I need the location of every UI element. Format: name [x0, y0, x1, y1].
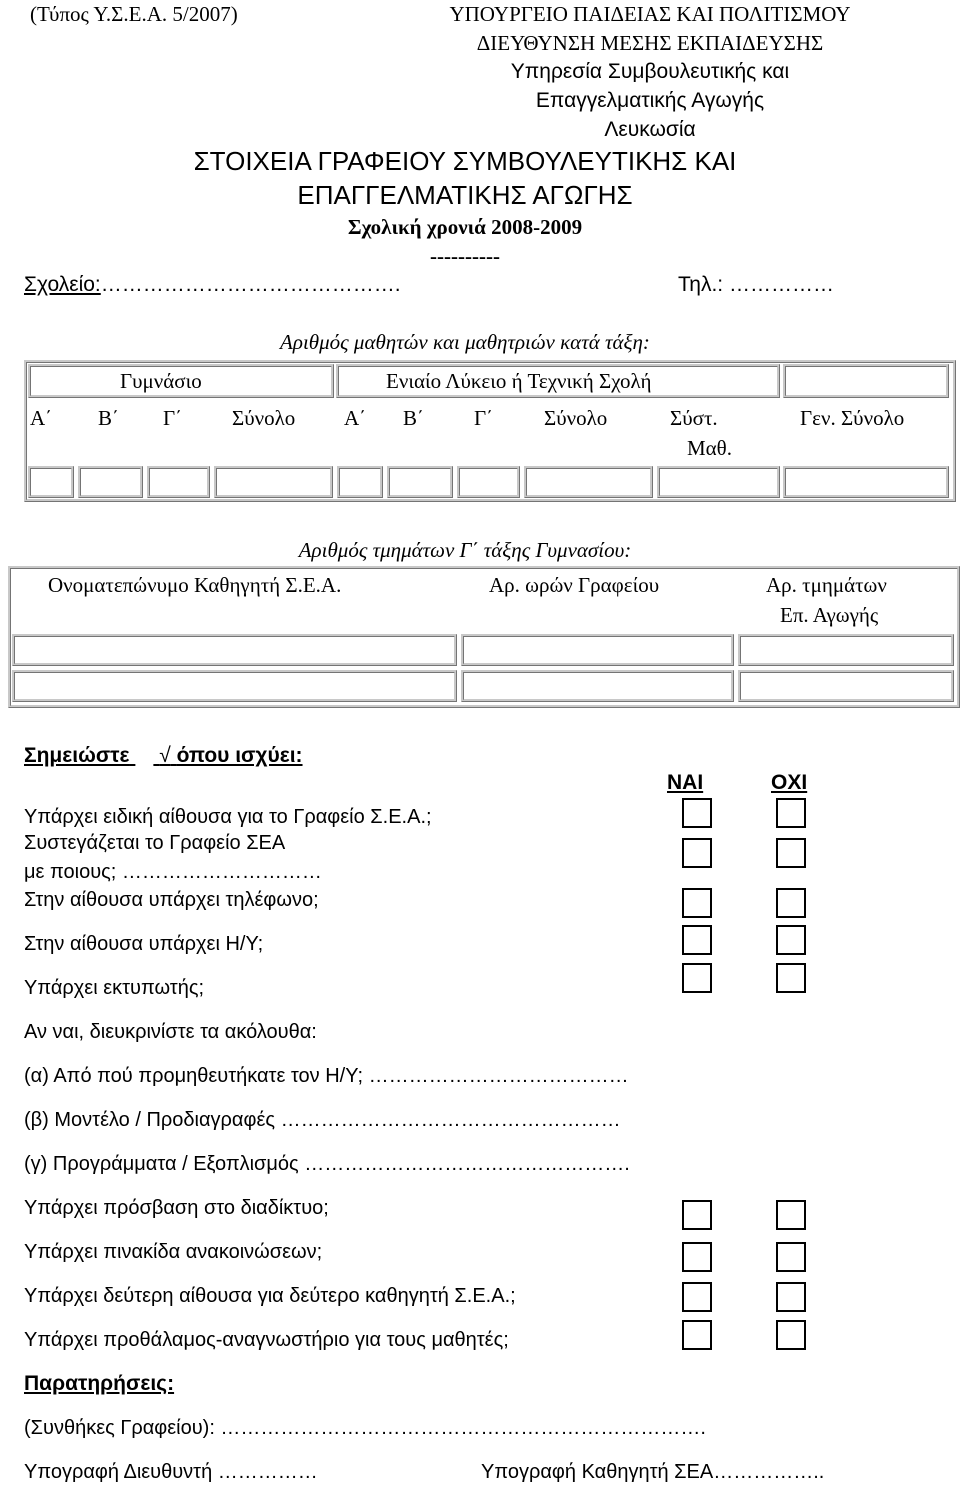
- question-model-specs[interactable]: (β) Μοντέλο / Προδιαγραφές ……………………………………………: [24, 1109, 621, 1131]
- question-reading-room: Υπάρχει προθάλαμος-αναγνωστήριο για τους μαθητές;: [24, 1329, 509, 1351]
- question-telephone: Στην αίθουσα υπάρχει τηλέφωνο;: [24, 889, 319, 911]
- col-system-1: Σύστ.: [670, 406, 718, 430]
- checkbox-internet-yes[interactable]: [682, 1200, 712, 1230]
- form-title-line1: ΣΤΟΙΧΕΙΑ ΓΡΑΦΕΙΟΥ ΣΥΜΒΟΥΛΕΥΤΙΚΗΣ ΚΑΙ: [193, 146, 737, 176]
- checkbox-printer-no[interactable]: [776, 963, 806, 993]
- question-software[interactable]: (γ) Προγράμματα / Εξοπλισμός ………………………………………….: [24, 1153, 630, 1175]
- yes-header: ΝΑΙ: [667, 771, 704, 794]
- checkbox-shared-no[interactable]: [776, 838, 806, 868]
- question-shared-office: Συστεγάζεται το Γραφείο ΣΕΑ: [24, 832, 286, 854]
- input-teacher-name-1[interactable]: [12, 634, 457, 666]
- col-gym-c: Γ΄: [163, 406, 183, 430]
- form-code: (Τύπος Υ.Σ.Ε.Α. 5/2007): [30, 2, 238, 26]
- checkbox-telephone-yes[interactable]: [682, 888, 712, 918]
- input-gym-c[interactable]: [147, 466, 210, 498]
- phone-label: Τηλ.:: [678, 273, 724, 296]
- checkbox-notice-yes[interactable]: [682, 1242, 712, 1272]
- remarks-conditions[interactable]: (Συνθήκες Γραφείου): ……………………………………………………………….: [24, 1417, 706, 1439]
- teacher-signature[interactable]: Υπογραφή Καθηγητή ΣΕΑ……………..: [481, 1461, 825, 1483]
- school-field[interactable]: …………………………………….: [100, 273, 401, 296]
- question-notice-board: Υπάρχει πινακίδα ανακοινώσεων;: [24, 1241, 323, 1263]
- question-internet: Υπάρχει πρόσβαση στο διαδίκτυο;: [24, 1197, 329, 1219]
- col-sections-line2: Επ. Αγωγής: [780, 603, 879, 627]
- question-dedicated-room: Υπάρχει ειδική αίθουσα για το Γραφείο Σ.Ε.Α.;: [24, 806, 432, 828]
- input-teacher-name-2[interactable]: [12, 670, 457, 702]
- city-name: Λευκωσία: [604, 118, 696, 141]
- checkbox-reading-room-no[interactable]: [776, 1320, 806, 1350]
- col-lyc-total: Σύνολο: [544, 406, 608, 430]
- input-lyc-a[interactable]: [337, 466, 383, 498]
- input-gym-total[interactable]: [214, 466, 333, 498]
- service-name-line1: Υπηρεσία Συμβουλευτικής και: [510, 60, 790, 83]
- checkbox-computer-yes[interactable]: [682, 925, 712, 955]
- sections-caption: Αριθμός τμημάτων Γ΄ τάξης Γυμνασίου:: [298, 538, 632, 562]
- col-system-2: Μαθ.: [687, 436, 732, 460]
- checkbox-room-no[interactable]: [776, 798, 806, 828]
- checkbox-telephone-no[interactable]: [776, 888, 806, 918]
- input-system[interactable]: [657, 466, 780, 498]
- header-empty: [783, 364, 949, 398]
- checklist-note: [24, 744, 303, 768]
- col-grand-total: Γεν. Σύνολο: [800, 406, 905, 430]
- directorate-name: ΔΙΕΥΘΥΝΣΗ ΜΕΣΗΣ ΕΚΠΑΙΔΕΥΣΗΣ: [476, 31, 824, 55]
- question-details: Αν ναι, διευκρινίστε τα ακόλουθα:: [24, 1021, 317, 1043]
- input-lyc-c[interactable]: [457, 466, 520, 498]
- checkbox-second-room-yes[interactable]: [682, 1282, 712, 1312]
- question-second-room: Υπάρχει δεύτερη αίθουσα για δεύτερο καθηγητή Σ.Ε.Α.;: [24, 1285, 516, 1307]
- question-printer: Υπάρχει εκτυπωτής;: [24, 977, 205, 999]
- checkbox-notice-no[interactable]: [776, 1242, 806, 1272]
- ministry-name: ΥΠΟΥΡΓΕΙΟ ΠΑΙΔΕΙΑΣ ΚΑΙ ΠΟΛΙΤΙΣΜΟΥ: [449, 2, 851, 26]
- input-sections-2[interactable]: [738, 670, 954, 702]
- col-teacher-name: Ονοματεπώνυμο Καθηγητή Σ.Ε.Α.: [48, 573, 342, 597]
- header-gymnasium-label: Γυμνάσιο: [120, 369, 202, 393]
- question-computer: Στην αίθουσα υπάρχει Η/Υ;: [24, 933, 264, 955]
- col-lyc-a: Α΄: [344, 406, 367, 430]
- col-lyc-c: Γ΄: [474, 406, 494, 430]
- col-gym-total: Σύνολο: [232, 406, 296, 430]
- input-office-hours-1[interactable]: [461, 634, 734, 666]
- input-gym-a[interactable]: [28, 466, 74, 498]
- checkbox-computer-no[interactable]: [776, 925, 806, 955]
- col-sections-line1: Αρ. τμημάτων: [766, 573, 887, 597]
- col-gym-a: Α΄: [30, 406, 53, 430]
- header-lyceum-label: Ενιαίο Λύκειο ή Τεχνική Σχολή: [386, 369, 652, 393]
- checkbox-internet-no[interactable]: [776, 1200, 806, 1230]
- students-caption: Αριθμός μαθητών και μαθητριών κατά τάξη:: [280, 330, 650, 354]
- question-shared-with[interactable]: με ποιους; …………………………: [24, 861, 322, 883]
- question-computer-source[interactable]: (α) Από πού προμηθευτήκατε τον Η/Υ; …………………………………: [24, 1065, 629, 1087]
- form-title-line2: ΕΠΑΓΓΕΛΜΑΤΙΚΗΣ ΑΓΩΓΗΣ: [297, 180, 633, 210]
- note-suffix: όπου ισχύει:: [176, 744, 303, 767]
- remarks-label: Παρατηρήσεις:: [24, 1372, 175, 1395]
- checkbox-room-yes[interactable]: [682, 798, 712, 828]
- separator: ----------: [430, 244, 500, 268]
- school-label: Σχολείο:: [24, 273, 101, 296]
- input-grand-total[interactable]: [783, 466, 949, 498]
- service-name-line2: Επαγγελματικής Αγωγής: [535, 89, 765, 112]
- col-lyc-b: Β΄: [403, 406, 424, 430]
- checkbox-printer-yes[interactable]: [682, 963, 712, 993]
- school-year: Σχολική χρονιά 2008-2009: [347, 215, 583, 239]
- checkbox-second-room-no[interactable]: [776, 1282, 806, 1312]
- input-lyc-total[interactable]: [524, 466, 653, 498]
- checkbox-shared-yes[interactable]: [682, 838, 712, 868]
- no-header: ΟΧΙ: [771, 771, 808, 794]
- phone-field[interactable]: ……………: [728, 273, 834, 296]
- input-gym-b[interactable]: [78, 466, 143, 498]
- checkmark-icon: √: [159, 744, 171, 767]
- input-sections-1[interactable]: [738, 634, 954, 666]
- input-office-hours-2[interactable]: [461, 670, 734, 702]
- director-signature[interactable]: Υπογραφή Διευθυντή ……………: [24, 1461, 318, 1483]
- input-lyc-b[interactable]: [387, 466, 453, 498]
- checkbox-reading-room-yes[interactable]: [682, 1320, 712, 1350]
- col-gym-b: Β΄: [98, 406, 119, 430]
- col-office-hours: Αρ. ωρών Γραφείου: [489, 573, 660, 597]
- note-prefix: Σημειώστε: [24, 744, 130, 767]
